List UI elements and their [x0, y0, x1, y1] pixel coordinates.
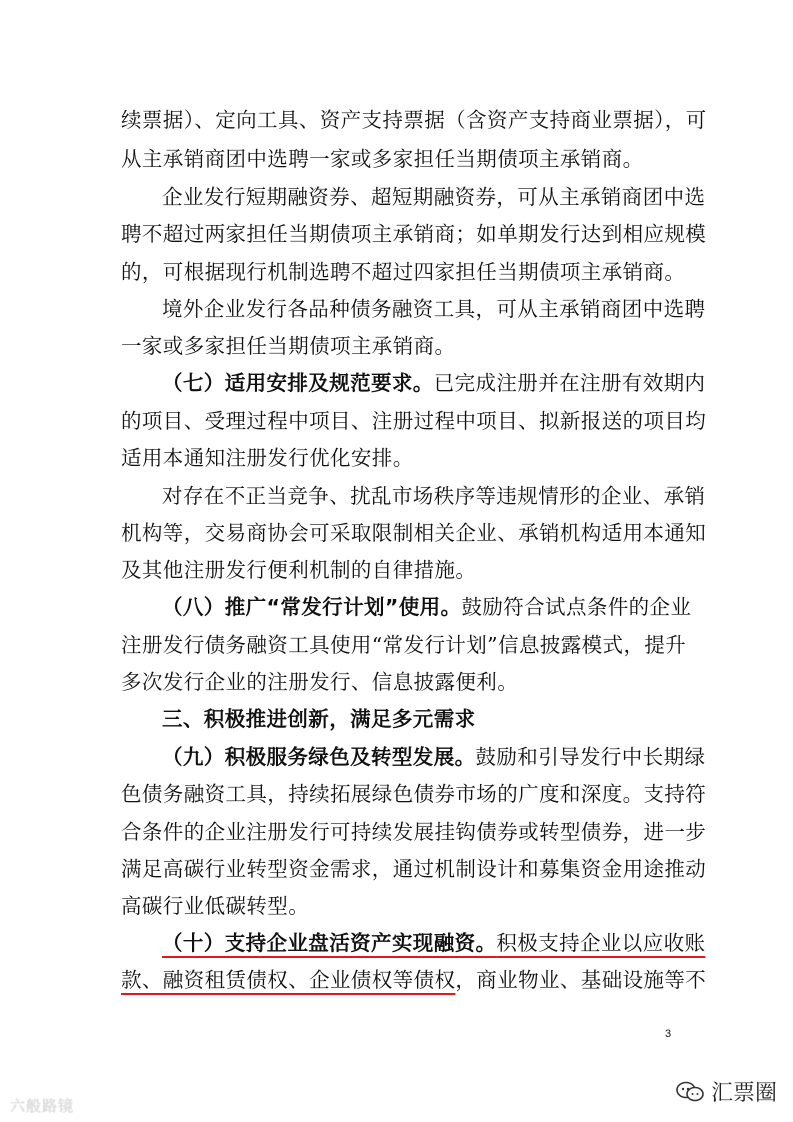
text-line: 合条件的企业注册发行可持续发展挂钩债券或转型债券，进一步 — [121, 820, 707, 844]
paragraph-10-second-line — [121, 968, 706, 992]
paragraph-9-first-line — [162, 745, 705, 769]
section-heading: 三、积极推进创新，满足多元需求 — [162, 707, 476, 731]
text-line: 适用本通知注册发行优化安排。 — [121, 446, 414, 470]
text-line: 境外企业发行各品种债务融资工具，可从主承销商团中选聘 — [162, 297, 706, 321]
paragraph-10-text: 积极支持企业以应收账 — [496, 931, 706, 955]
paragraph-9-text: 鼓励和引导发行中长期绿 — [475, 745, 706, 769]
paragraph-7-text: 已完成注册并在注册有效期内 — [433, 371, 706, 395]
text-line: 一家或多家担任当期债项主承销商。 — [121, 334, 456, 358]
paragraph-8-text: 鼓励符合试点条件的企业 — [461, 595, 692, 619]
text-span: ，商业物业、基础设施等不 — [455, 968, 707, 992]
text-line: 机构等，交易商协会可采取限制相关企业、承销机构适用本通知 — [121, 521, 707, 545]
text-line: 的项目、受理过程中项目、注册过程中项目、拟新报送的项目均 — [121, 409, 707, 433]
text-line: 对存在不正当竞争、扰乱市场秩序等违规情形的企业、承销 — [162, 484, 706, 508]
paragraph-7-heading: （七）适用安排及规范要求。 — [162, 371, 434, 395]
highlighted-text: 款、融资租赁债权、企业债权等债权 — [121, 968, 456, 992]
text-line: 企业发行短期融资券、超短期融资券，可从主承销商团中选 — [162, 185, 706, 209]
chat-bubbles-icon — [675, 1080, 705, 1104]
text-line: 高碳行业低碳转型。 — [121, 894, 310, 918]
page-number: 3 — [665, 1028, 672, 1040]
text-line: 注册发行债务融资工具使用“常发行计划”信息披露模式，提升 — [121, 633, 687, 657]
paragraph-8-heading: （八）推广“常发行计划”使用。 — [162, 595, 462, 619]
text-line: 从主承销商团中选聘一家或多家担任当期债项主承销商。 — [121, 147, 644, 171]
watermark-right — [675, 1076, 777, 1107]
text-line: 的，可根据现行机制选聘不超过四家担任当期债项主承销商。 — [121, 260, 686, 284]
text-line: 满足高碳行业转型资金需求，通过机制设计和募集资金用途推动 — [121, 857, 707, 881]
text-line: 及其他注册发行便利机制的自律措施。 — [121, 558, 477, 582]
paragraph-9-heading: （九）积极服务绿色及转型发展。 — [162, 745, 476, 769]
watermark-left: 六般路镜 — [10, 1097, 75, 1115]
paragraph-8-first-line — [162, 595, 691, 619]
text-line: 多次发行企业的注册发行、信息披露便利。 — [121, 670, 519, 694]
paragraph-10-first-line — [162, 931, 705, 955]
watermark-right-text: 汇票圈 — [711, 1081, 778, 1106]
text-line: 续票据）、定向工具、资产支持票据（含资产支持商业票据），可 — [121, 108, 707, 132]
text-line: 聘不超过两家担任当期债项主承销商；如单期发行达到相应规模 — [121, 222, 707, 246]
paragraph-10-heading: （十）支持企业盘活资产实现融资。 — [162, 931, 497, 955]
text-line: 色债务融资工具，持续拓展绿色债券市场的广度和深度。支持符 — [121, 782, 707, 806]
paragraph-7-first-line — [162, 371, 705, 395]
